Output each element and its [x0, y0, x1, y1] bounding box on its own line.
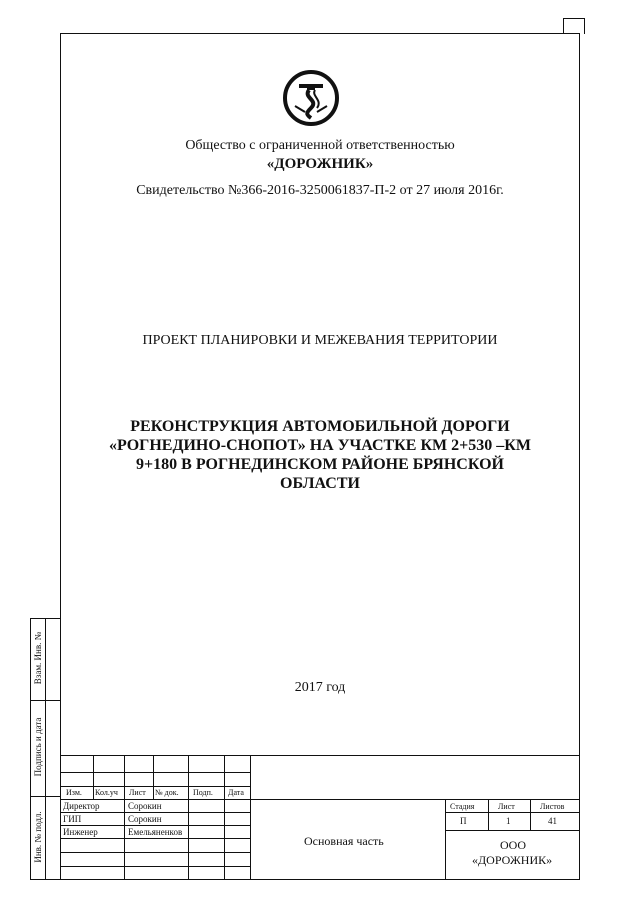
corner-mark-h: [563, 18, 585, 19]
stamp-col: [153, 755, 154, 799]
org-name: «ДОРОЖНИК»: [266, 156, 374, 172]
side-strip-sep1: [30, 700, 60, 701]
stamp-h-rule: [60, 799, 580, 800]
title-line: 9+180 В РОГНЕДИНСКОМ РАЙОНЕ БРЯНСКОЙ: [136, 456, 504, 473]
title-line: «РОГНЕДИНО-СНОПОТ» НА УЧАСТКЕ КМ 2+530 –КМ: [109, 437, 531, 454]
sheets-value: 41: [548, 816, 557, 826]
stamp-h-rule: [60, 772, 250, 773]
company-line-1: ООО: [500, 838, 526, 852]
stamp-h-rule: [60, 786, 250, 787]
corner-mark-v: [584, 18, 585, 34]
stamp-col-header: Кол.уч: [95, 788, 118, 797]
stamp-person: Сорокин: [128, 801, 162, 811]
stamp-h-rule: [60, 838, 250, 839]
company-logo: [281, 68, 341, 128]
sheet-label: Лист: [498, 802, 515, 811]
stamp-col: [93, 755, 94, 799]
frame-bottom: [30, 879, 580, 880]
stamp-col-header: Изм.: [66, 788, 82, 797]
project-type: ПРОЕКТ ПЛАНИРОВКИ И МЕЖЕВАНИЯ ТЕРРИТОРИИ: [142, 333, 498, 348]
sheet-value: 1: [506, 816, 511, 826]
stamp-col-header: Дата: [228, 788, 244, 797]
stamp-col: [124, 755, 125, 880]
side-label-podpis: Подпись и дата: [33, 717, 43, 777]
stamp-top: [60, 755, 580, 756]
year: 2017 год: [294, 680, 346, 695]
stage-label: Стадия: [450, 802, 475, 811]
corner-mark: [563, 18, 564, 34]
side-label-inv: Инв. № подл.: [33, 811, 43, 863]
stamp-role: Директор: [63, 801, 100, 811]
stamp-h-rule: [60, 812, 250, 813]
side-strip-left: [30, 618, 31, 880]
title-line: РЕКОНСТРУКЦИЯ АВТОМОБИЛЬНОЙ ДОРОГИ: [130, 418, 510, 435]
stamp-person: Сорокин: [128, 814, 162, 824]
frame-top: [60, 33, 580, 34]
company-line-2: «ДОРОЖНИК»: [472, 853, 553, 867]
stamp-person: Емельяненков: [128, 827, 183, 837]
stamp-right-col: [488, 799, 489, 830]
stage-value: П: [460, 816, 467, 826]
title-line: ОБЛАСТИ: [280, 475, 360, 492]
stamp-right-col: [530, 799, 531, 830]
section-name: Основная часть: [304, 834, 384, 848]
stamp-col: [224, 755, 225, 880]
stamp-h-rule: [60, 825, 250, 826]
stamp-h-rule: [60, 866, 250, 867]
stamp-right-h: [445, 830, 580, 831]
side-strip-inner: [45, 618, 46, 880]
stamp-role: ГИП: [63, 814, 82, 824]
stamp-role: Инженер: [63, 827, 98, 837]
certificate: Свидетельство №366-2016-3250061837-П-2 от 27 июля 2016г.: [136, 183, 504, 198]
document-title: [90, 417, 550, 493]
sheets-label: Листов: [540, 802, 565, 811]
stamp-right-h: [445, 812, 580, 813]
org-line: Общество с ограниченной ответственностью: [185, 138, 455, 153]
stamp-col-header: Лист: [129, 788, 146, 797]
stamp-col-header: Подп.: [193, 788, 213, 797]
stamp-left-vertical: [250, 755, 251, 880]
side-label-vzam: Взам. Инв. №: [33, 631, 43, 685]
stamp-col-header: № док.: [155, 788, 179, 797]
stamp-col: [188, 755, 189, 880]
stamp-h-rule: [60, 852, 250, 853]
